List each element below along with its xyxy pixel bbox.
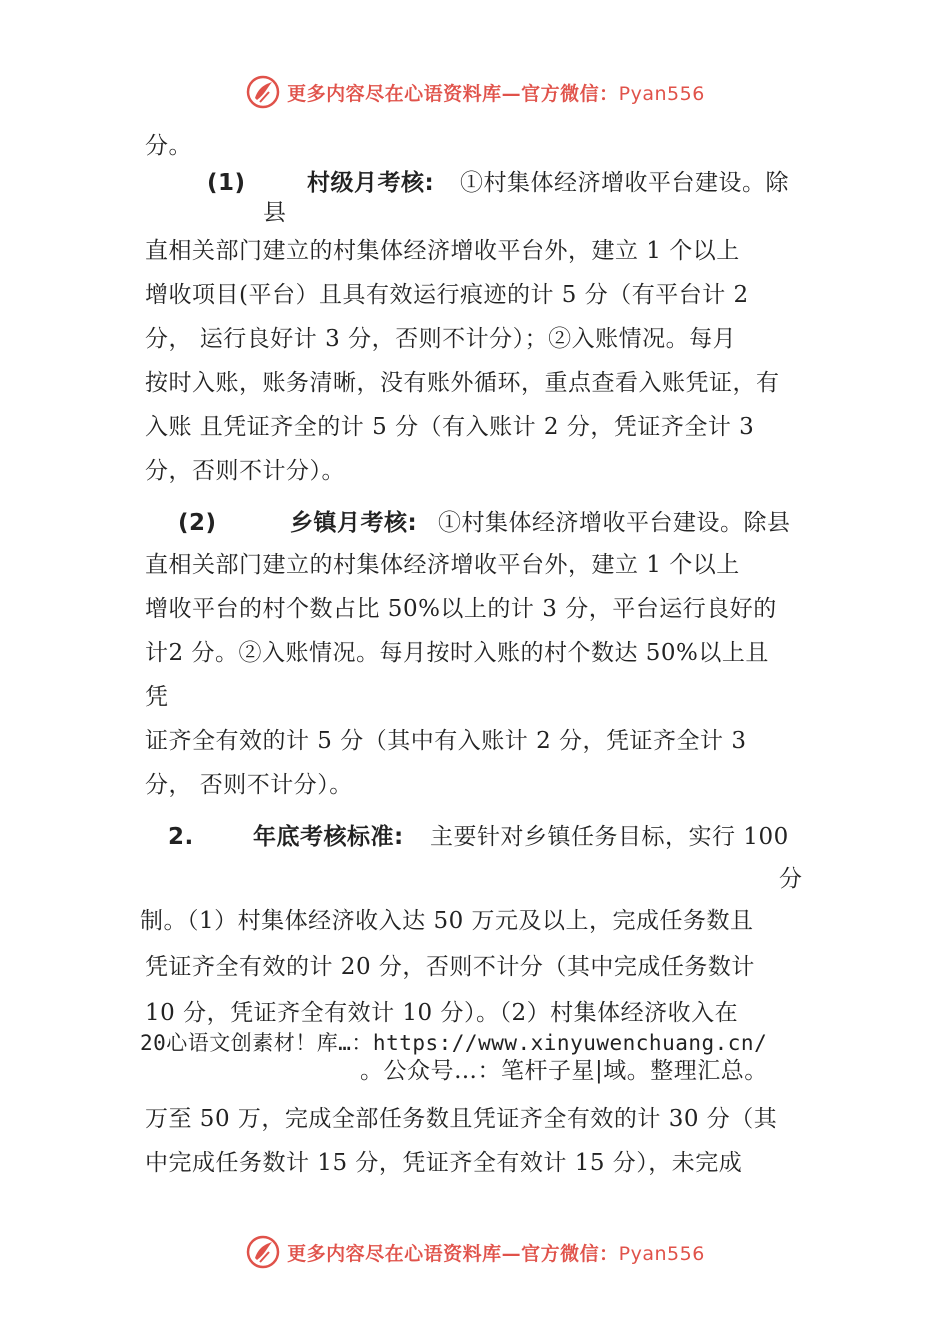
watermark-header [0, 72, 950, 112]
watermark-text: 更多内容尽在心语资料库—官方微信：Pyan556 [287, 1242, 705, 1265]
text-line: ①村集体经济增收平台建设。除县 [438, 510, 791, 536]
text-line: 凭 [145, 684, 169, 710]
text-line: 中完成任务数计 15 分，凭证齐全有效计 15 分），未完成 [145, 1150, 743, 1176]
text-line: 分。 [145, 133, 192, 159]
text-line: 增收平台的村个数占比 50%以上的计 3 分，平台运行良好的 [145, 596, 777, 622]
text-line: 计2 分。②入账情况。每月按时入账的村个数达 50%以上且 [145, 640, 769, 666]
item-heading: 乡镇月考核: [290, 510, 418, 536]
logo-icon [245, 1234, 281, 1270]
text-line: 增收项目(平台）且具有效运行痕迹的计 5 分（有平台计 2 [145, 282, 749, 308]
text-line: 证齐全有效的计 5 分（其中有入账计 2 分，凭证齐全计 3 [145, 728, 747, 754]
text-line: 入账 且凭证齐全的计 5 分（有入账计 2 分，凭证齐全计 3 [145, 414, 755, 440]
text-line: 主要针对乡镇任务目标，实行 100 [430, 824, 789, 850]
item-number: 2. [168, 824, 194, 850]
text-line: 分，否则不计分）。 [145, 458, 345, 484]
watermark-text: 更多内容尽在心语资料库—官方微信：Pyan556 [287, 82, 705, 105]
watermark-url-line: 20心语文创素材！库…：https://www.xinyuwenchuang.cn/ [140, 1031, 768, 1055]
text-line: 制。（1）村集体经济收入达 50 万元及以上，完成任务数且 [140, 908, 754, 934]
text-line: ①村集体经济增收平台建设。除 [460, 170, 789, 196]
text-line: 万至 50 万，完成全部任务数且凭证齐全有效的计 30 分（其 [145, 1106, 778, 1132]
item-number: (2) [178, 510, 217, 536]
item-heading: 年底考核标准: [253, 824, 404, 850]
text-line: 凭证齐全有效的计 20 分，否则不计分（其中完成任务数计 [145, 954, 755, 980]
watermark-footer [0, 1232, 950, 1272]
text-line: 直相关部门建立的村集体经济增收平台外，建立 1 个以上 [145, 238, 740, 264]
text-line: 分， 否则不计分）。 [145, 772, 353, 798]
text-line: 按时入账，账务清晰，没有账外循环，重点查看入账凭证，有 [145, 370, 780, 396]
text-line: 直相关部门建立的村集体经济增收平台外，建立 1 个以上 [145, 552, 740, 578]
text-line: 县 [263, 200, 287, 226]
logo-icon [245, 74, 281, 110]
watermark-wechat-line: 。公众号…：笔杆子星|域。整理汇总。 [360, 1058, 768, 1084]
text-line: 分 [779, 866, 803, 892]
item-heading: 村级月考核: [307, 170, 435, 196]
item-number: (1) [207, 170, 246, 196]
text-line: 分， 运行良好计 3 分，否则不计分）；②入账情况。每月 [145, 326, 737, 352]
text-line: 10 分，凭证齐全有效计 10 分）。（2）村集体经济收入在 [145, 1000, 739, 1026]
